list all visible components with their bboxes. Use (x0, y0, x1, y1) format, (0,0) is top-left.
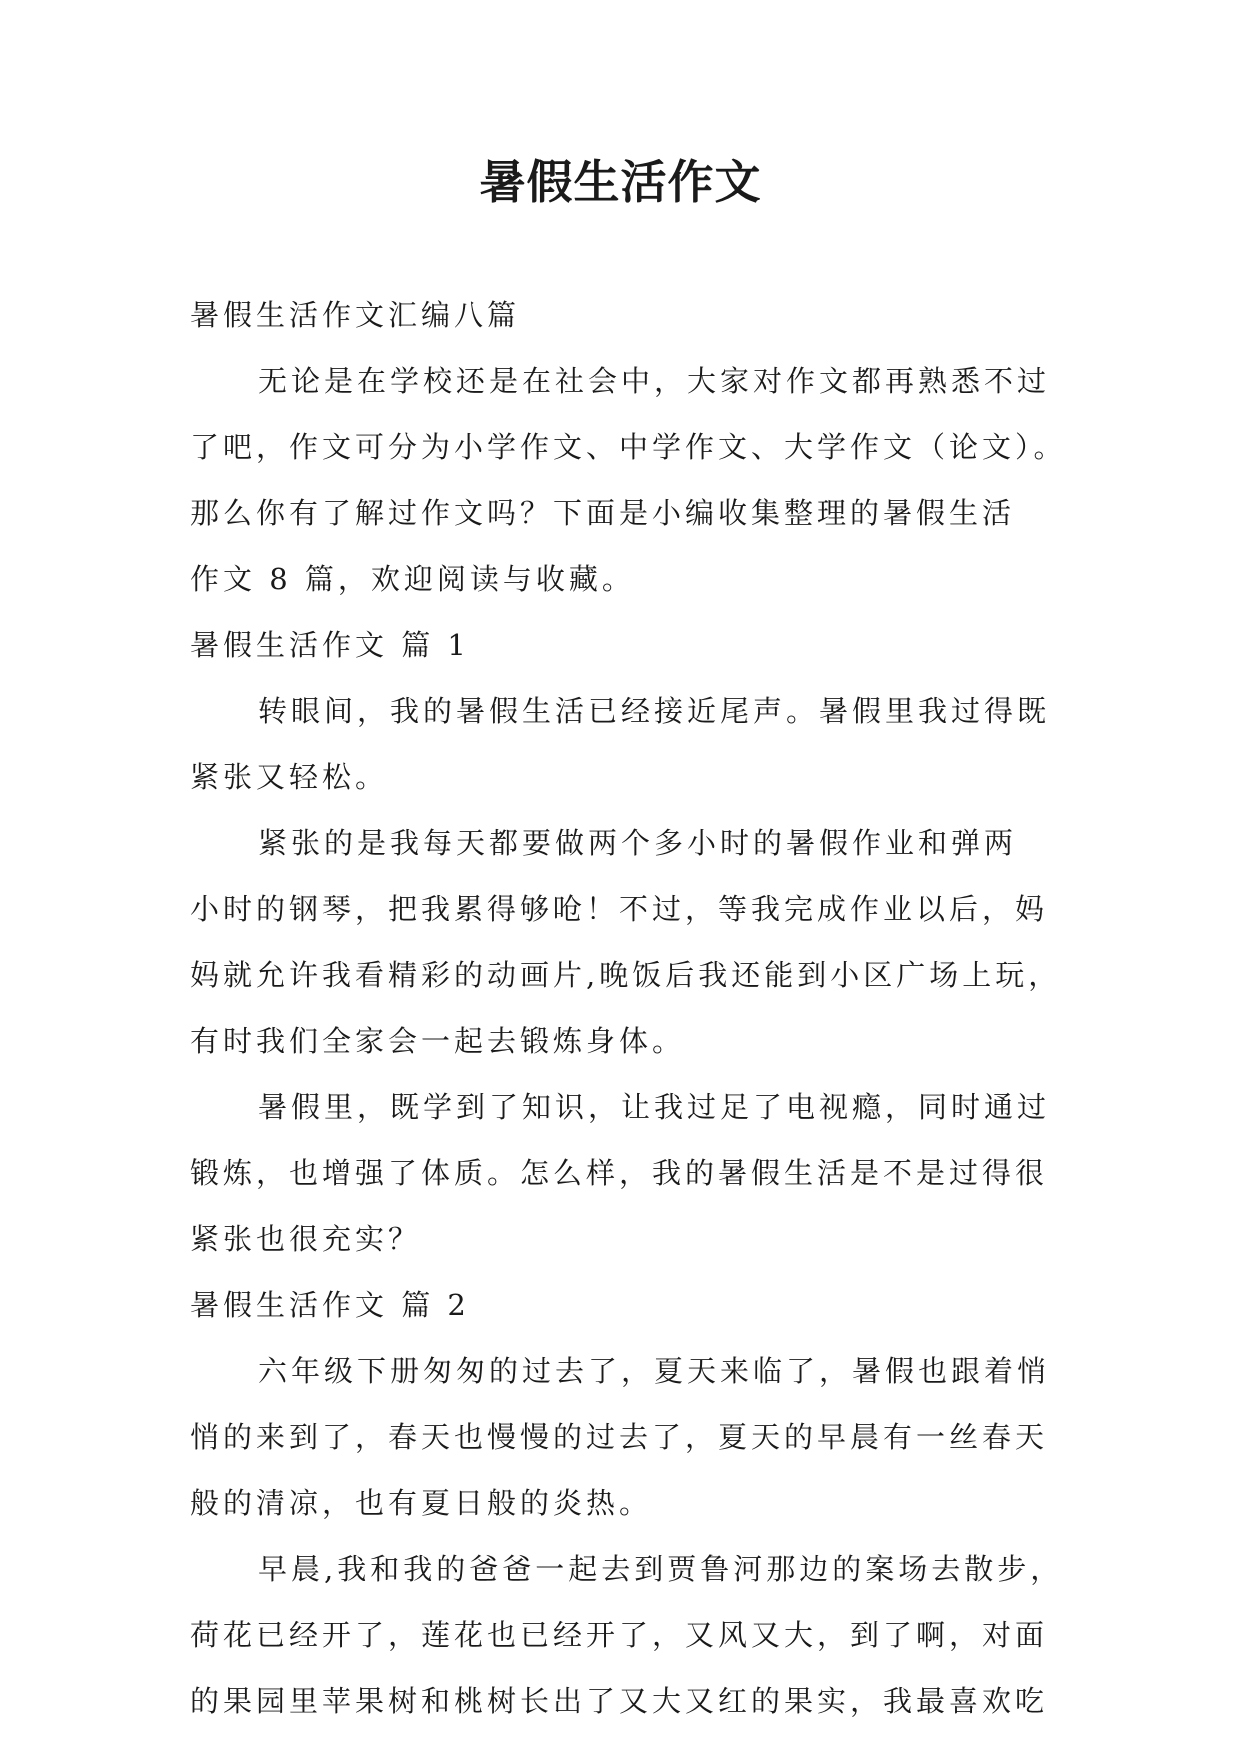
text-line: 暑假生活作文 篇 1 (190, 628, 470, 662)
text-line: 暑假生活作文 篇 2 (190, 1288, 470, 1322)
text-line: 六年级下册匆匆的过去了，夏天来临了，暑假也跟着悄 (258, 1354, 1051, 1388)
document-body (190, 282, 1070, 1734)
text-line: 般的清凉，也有夏日般的炎热。 (190, 1486, 653, 1520)
text-line: 的果园里苹果树和桃树长出了又大又红的果实，我最喜欢吃 (190, 1684, 1049, 1718)
text-line: 荷花已经开了，莲花也已经开了，又风又大，到了啊，对面 (190, 1618, 1049, 1652)
document-title: 暑假生活作文 (479, 155, 762, 209)
text-line: 无论是在学校还是在社会中，大家对作文都再熟悉不过 (258, 364, 1051, 398)
text-line: 紧张又轻松。 (190, 760, 389, 794)
text-line: 锻炼，也增强了体质。怎么样，我的暑假生活是不是过得很 (190, 1156, 1049, 1190)
text-line: 妈就允许我看精彩的动画片,晚饭后我还能到小区广场上玩， (190, 958, 1062, 992)
text-line: 有时我们全家会一起去锻炼身体。 (190, 1024, 686, 1058)
text-line: 紧张也很充实？ (190, 1222, 422, 1256)
text-line: 暑假里，既学到了知识，让我过足了电视瘾，同时通过 (258, 1090, 1051, 1124)
text-line: 了吧，作文可分为小学作文、中学作文、大学作文（论文）。 (190, 430, 1067, 464)
text-line: 紧张的是我每天都要做两个多小时的暑假作业和弹两 (258, 826, 1018, 860)
text-line: 那么你有了解过作文吗？下面是小编收集整理的暑假生活 (190, 496, 1016, 530)
text-line: 早晨,我和我的爸爸一起去到贾鲁河那边的案场去散步， (258, 1552, 1064, 1586)
text-line: 转眼间，我的暑假生活已经接近尾声。暑假里我过得既 (258, 694, 1051, 728)
text-line: 暑假生活作文汇编八篇 (190, 298, 521, 332)
text-line: 小时的钢琴，把我累得够呛！不过，等我完成作业以后，妈 (190, 892, 1049, 926)
text-line: 作文 8 篇，欢迎阅读与收藏。 (190, 562, 635, 596)
text-line: 悄的来到了，春天也慢慢的过去了，夏天的早晨有一丝春天 (190, 1420, 1049, 1454)
